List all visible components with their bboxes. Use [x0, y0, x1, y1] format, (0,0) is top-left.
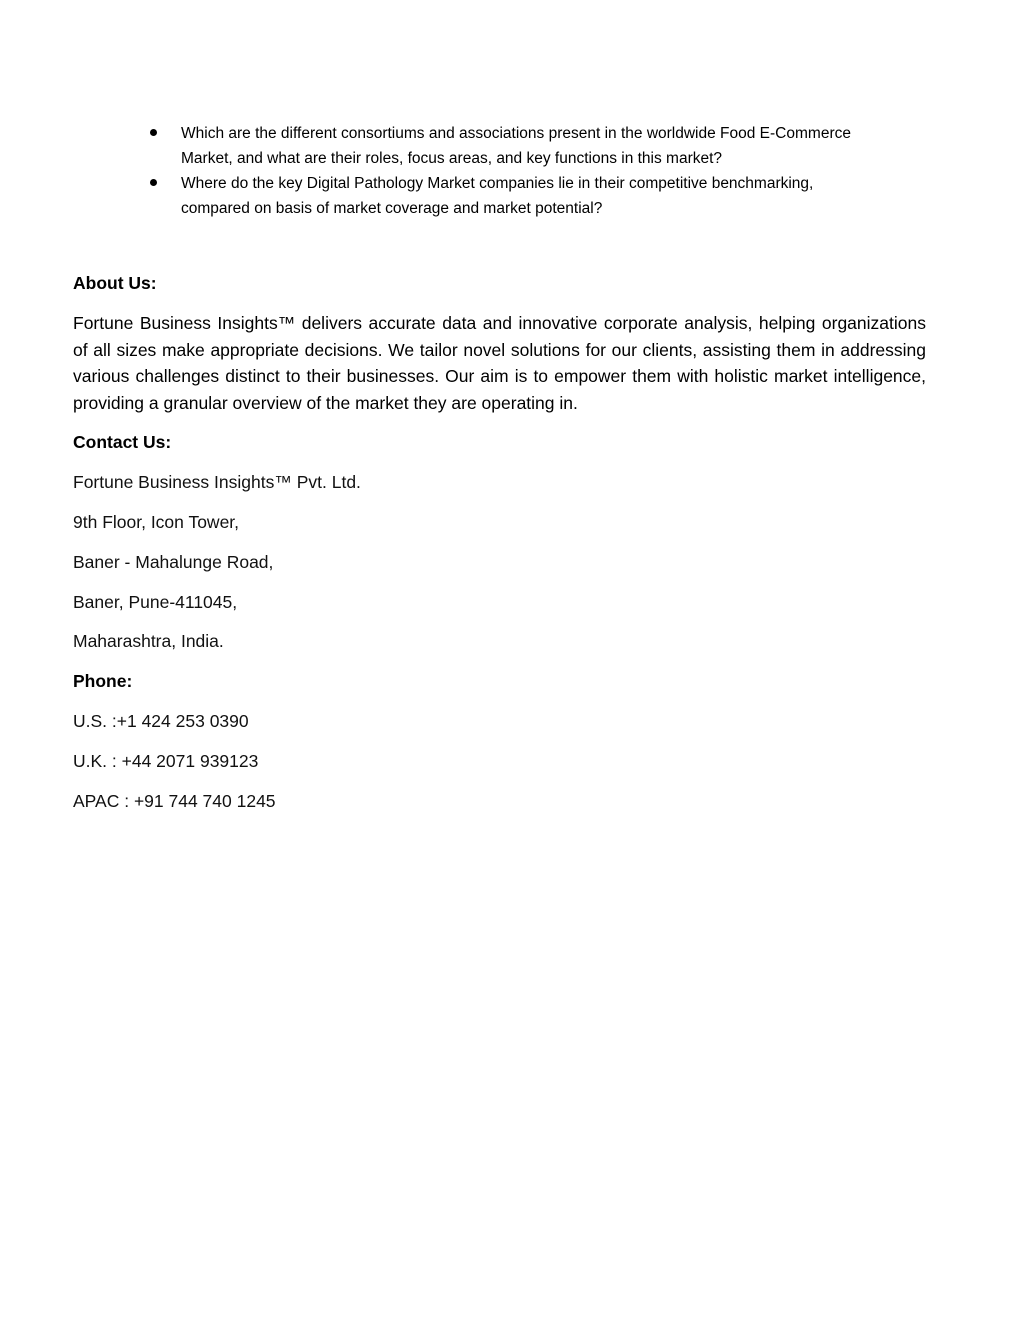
- list-item: [150, 121, 870, 171]
- address-line: Baner, Pune-411045,: [73, 592, 238, 612]
- question-list: [150, 121, 870, 221]
- about-paragraph: Fortune Business Insights™ delivers accurate data and innovative corporate analysis, helping organizations of all sizes make appropriate decisions. We tailor novel solutions for our clients, assisting them in addressing various challenges distinct to their businesses. Our aim is to empower them with holistic market intelligence, providing a granular overview of the market they are operating in.: [73, 313, 926, 413]
- address-line: 9th Floor, Icon Tower,: [73, 512, 240, 532]
- phone-apac: APAC : +91 744 740 1245: [73, 791, 276, 811]
- company-name: Fortune Business Insights™ Pvt. Ltd.: [73, 472, 361, 492]
- address-line: Maharashtra, India.: [73, 631, 224, 651]
- about-heading: About Us:: [73, 273, 157, 293]
- bullet-icon: [150, 129, 157, 136]
- contact-heading: Contact Us:: [73, 432, 172, 452]
- question-text: Where do the key Digital Pathology Market companies lie in their competitive benchmarking, compared on basis of market coverage and market potential?: [181, 175, 814, 217]
- list-item: [150, 171, 870, 221]
- phone-us: U.S. :+1 424 253 0390: [73, 711, 249, 731]
- address-line: Baner - Mahalunge Road,: [73, 552, 274, 572]
- phone-heading: Phone:: [73, 671, 133, 691]
- phone-uk: U.K. : +44 2071 939123: [73, 751, 259, 771]
- question-text: Which are the different consortiums and associations present in the worldwide Food E-Commerce Market, and what are their roles, focus areas, and key functions in this market?: [181, 125, 851, 167]
- bullet-icon: [150, 179, 157, 186]
